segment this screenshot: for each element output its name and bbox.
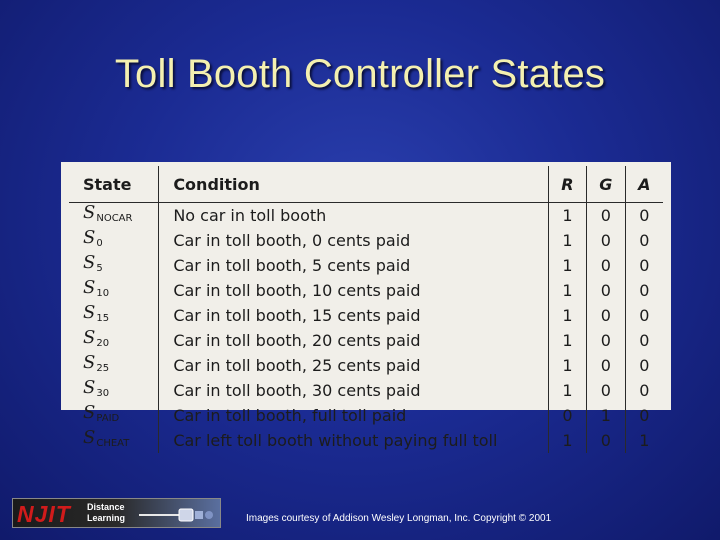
header-a: A: [625, 166, 663, 203]
g-cell: 0: [587, 253, 625, 278]
state-cell: [69, 353, 159, 378]
state-letter: S: [83, 427, 96, 448]
condition-cell: Car in toll booth, 25 cents paid: [159, 353, 548, 378]
condition-cell: Car in toll booth, 20 cents paid: [159, 328, 548, 353]
state-letter: S: [83, 202, 96, 223]
logo-line-2: Learning: [87, 513, 126, 523]
state-subscript: PAID: [96, 413, 120, 424]
r-cell: 1: [548, 253, 586, 278]
condition-cell: Car in toll booth, 30 cents paid: [159, 378, 548, 403]
state-letter: S: [83, 302, 96, 323]
state-subscript: 20: [96, 338, 110, 349]
table-body: [69, 203, 663, 454]
condition-cell: Car in toll booth, 0 cents paid: [159, 228, 548, 253]
g-cell: 0: [587, 303, 625, 328]
logo-njit-text: NJIT: [17, 501, 71, 527]
state-cell: [69, 428, 159, 453]
table-row: [69, 228, 663, 253]
state-subscript: NOCAR: [96, 213, 133, 224]
r-cell: 0: [548, 403, 586, 428]
state-subscript: 25: [96, 363, 110, 374]
r-cell: 1: [548, 303, 586, 328]
a-cell: 0: [639, 281, 650, 300]
table-row: [69, 253, 663, 278]
table-row: [69, 378, 663, 403]
state-subscript: 10: [96, 288, 110, 299]
state-cell: [69, 403, 159, 428]
state-cell: [69, 253, 159, 278]
state-cell: [69, 203, 159, 229]
state-subscript: 30: [96, 388, 110, 399]
state-letter: S: [83, 277, 96, 298]
r-cell: 1: [548, 228, 586, 253]
state-letter: S: [83, 227, 96, 248]
state-subscript: 5: [96, 263, 103, 274]
slide-title: Toll Booth Controller States: [114, 52, 606, 96]
g-cell: 0: [587, 378, 625, 403]
a-cell: 0: [639, 206, 650, 225]
a-cell: 0: [639, 406, 650, 425]
table-row: [69, 303, 663, 328]
g-cell: 0: [587, 203, 625, 229]
logo-line-1: Distance: [87, 502, 125, 512]
state-cell: [69, 228, 159, 253]
states-table: [69, 166, 663, 453]
condition-cell: Car left toll booth without paying full toll: [159, 428, 548, 453]
header-g: G: [587, 166, 625, 203]
table-row: [69, 328, 663, 353]
a-cell: 1: [639, 431, 650, 450]
r-cell: 1: [548, 428, 586, 453]
g-cell: 0: [587, 328, 625, 353]
table-row: [69, 403, 663, 428]
header-condition: Condition: [159, 166, 548, 203]
a-cell: 0: [639, 381, 650, 400]
g-cell: 0: [587, 428, 625, 453]
state-letter: S: [83, 377, 96, 398]
state-letter: S: [83, 252, 96, 273]
state-subscript: CHEAT: [96, 438, 130, 449]
g-cell: 0: [587, 228, 625, 253]
condition-cell: No car in toll booth: [159, 203, 548, 229]
a-cell: 0: [639, 231, 650, 250]
r-cell: 1: [548, 353, 586, 378]
state-cell: [69, 278, 159, 303]
state-letter: S: [83, 402, 96, 423]
g-cell: 0: [587, 278, 625, 303]
header-state: State: [69, 166, 159, 203]
state-subscript: 0: [96, 238, 103, 249]
table-row: [69, 428, 663, 453]
table-row: [69, 203, 663, 229]
a-cell: 0: [639, 331, 650, 350]
condition-cell: Car in toll booth, full toll paid: [159, 403, 548, 428]
image-credit: Images courtesy of Addison Wesley Longman, Inc. Copyright © 2001: [246, 513, 552, 524]
logo-distance-learning-text: [87, 502, 125, 524]
states-table-image: [61, 162, 671, 450]
a-cell: 0: [639, 256, 650, 275]
header-r: R: [548, 166, 586, 203]
g-cell: 0: [587, 353, 625, 378]
a-cell: 0: [639, 306, 650, 325]
r-cell: 1: [548, 203, 586, 229]
r-cell: 1: [548, 278, 586, 303]
state-cell: [69, 303, 159, 328]
njit-distance-learning-logo: [12, 498, 221, 528]
table-row: [69, 278, 663, 303]
condition-cell: Car in toll booth, 10 cents paid: [159, 278, 548, 303]
condition-cell: Car in toll booth, 5 cents paid: [159, 253, 548, 278]
state-cell: [69, 328, 159, 353]
state-letter: S: [83, 327, 96, 348]
a-cell: 0: [639, 356, 650, 375]
table-header-row: [69, 166, 663, 203]
g-cell: 1: [587, 403, 625, 428]
logo-cable-graphic-icon: [139, 504, 217, 524]
state-cell: [69, 378, 159, 403]
table-row: [69, 353, 663, 378]
r-cell: 1: [548, 378, 586, 403]
state-letter: S: [83, 352, 96, 373]
state-subscript: 15: [96, 313, 110, 324]
condition-cell: Car in toll booth, 15 cents paid: [159, 303, 548, 328]
r-cell: 1: [548, 328, 586, 353]
